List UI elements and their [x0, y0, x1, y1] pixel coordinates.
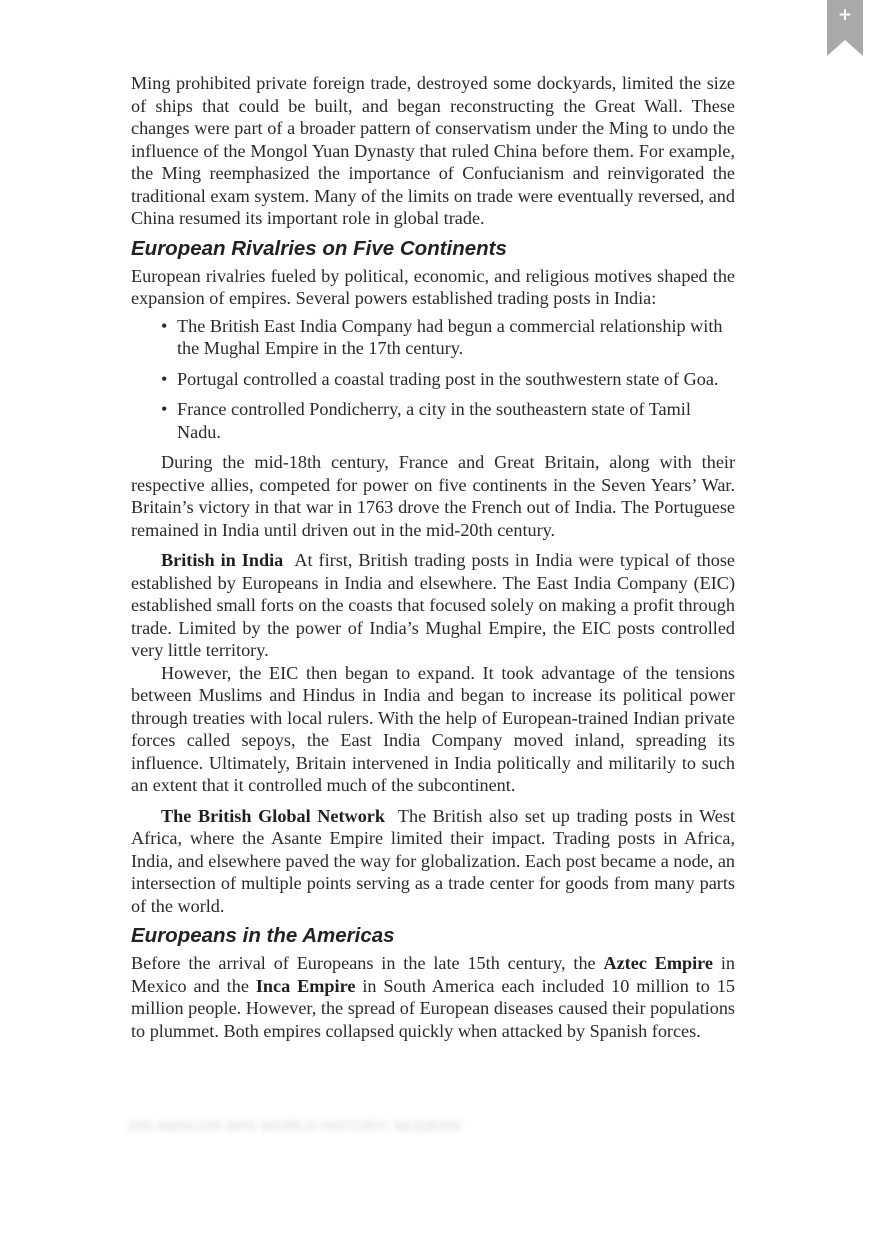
- page-content: [131, 72, 735, 1042]
- list-item: • Portugal controlled a coastal trading post in the southwestern state of Goa.: [161, 368, 719, 389]
- list-item: • France controlled Pondicherry, a city in the southeastern state of Tamil Nadu.: [161, 399, 691, 442]
- section-heading-europeans-americas: Europeans in the Americas: [131, 924, 395, 947]
- runin-heading: The British Global Network: [161, 805, 385, 826]
- page-footer: 250 AMSCO® AP® WORLD HISTORY: MODERN: [128, 1118, 462, 1135]
- bullet-icon: •: [161, 368, 168, 389]
- british-global-network-paragraph: The British Global Network The British also set up trading posts in West Africa, where the Asante Empire limited their impact. Trading posts in Africa, India, and elsewhere paved the way for globalization. Each post became a node, an intersection of multiple points serving as a trade center for goods from many parts of the world.: [131, 805, 735, 916]
- add-bookmark-tab[interactable]: [827, 0, 863, 56]
- seven-years-war-paragraph: During the mid-18th century, France and Great Britain, along with their respective allies, competed for power on five continents in the Seven Years’ War. Britain’s victory in that war in 1763 drove the French out of India. The Portuguese remained in India until driven out in the mid-20th century.: [131, 452, 735, 540]
- section-heading-european-rivalries: European Rivalries on Five Continents: [131, 236, 507, 260]
- intro-paragraph: Ming prohibited private foreign trade, destroyed some dockyards, limited the size of ships that could be built, and began reconstructing the Great Wall. These changes were part of a broader pattern of conservatism under the Ming to undo the influence of the Mongol Yuan Dynasty that ruled China before them. For example, the Ming reemphasized the importance of Confucianism and reinvigorated the traditional exam system. Many of the limits on trade were eventually reversed, and China resumed its important role in global trade.: [131, 73, 735, 228]
- bullet-icon: •: [161, 399, 168, 419]
- americas-paragraph: Before the arrival of Europeans in the late 15th century, the Aztec Empire in Mexico and the Inca Empire in South America each included 10 million to 15 million people. However, the spread of European diseases caused their populations to plummet. Both empires collapsed quickly when attacked by Spanish forces.: [131, 953, 736, 1041]
- trading-posts-list: [131, 315, 735, 444]
- plus-icon: +: [837, 5, 853, 25]
- runin-heading: British in India: [161, 550, 284, 570]
- ribbon-notch: [827, 40, 863, 56]
- term-aztec-empire: Aztec Empire: [603, 953, 713, 973]
- bullet-icon: •: [161, 315, 168, 336]
- eic-expansion-paragraph: However, the EIC then began to expand. It took advantage of the tensions between Muslims and Hindus in India and began to increase its political power through treaties with local rulers. With the help of European-trained Indian private forces called sepoys, the East India Company moved inland, spreading its influence. Ultimately, Britain intervened in India politically and militarily to such an extent that it controlled much of the subcontinent.: [131, 662, 735, 795]
- british-in-india-paragraph: British in India At first, British trading posts in India were typical of those established by Europeans in India and elsewhere. The East India Company (EIC) established small forts on the coasts that focused solely on making a profit through trade. Limited by the power of India’s Mughal Empire, the EIC posts controlled very little territory.: [131, 550, 735, 660]
- rivalries-intro: European rivalries fueled by political, economic, and religious motives shaped the expansion of empires. Several powers established trading posts in India:: [131, 265, 735, 308]
- list-item: • The British East India Company had begun a commercial relationship with the Mughal Empire in the 17th century.: [161, 315, 723, 358]
- term-inca-empire: Inca Empire: [255, 975, 356, 996]
